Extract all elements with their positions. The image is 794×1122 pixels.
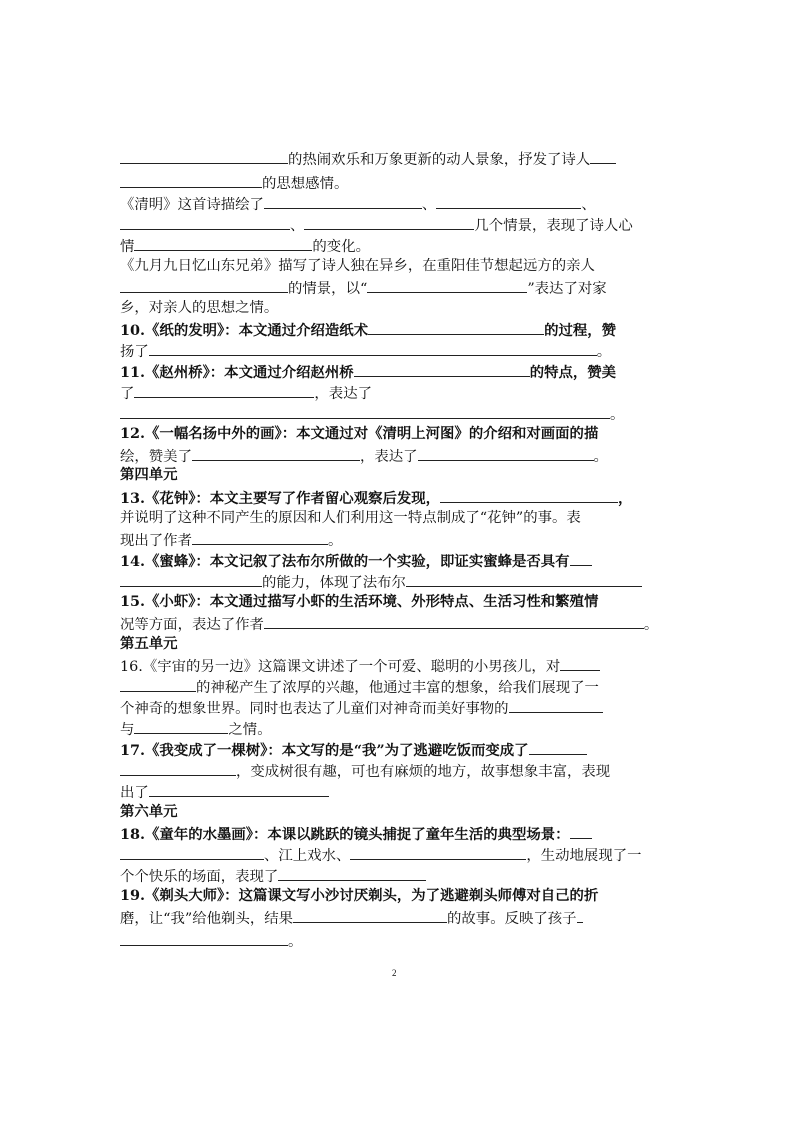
answer-blank[interactable] <box>509 697 603 713</box>
text-line: 况等方面，表达了作者 。 <box>120 613 675 633</box>
answer-blank[interactable] <box>192 529 328 545</box>
section-heading: 第六单元 <box>120 803 178 820</box>
text-line: 现出了作者 。 <box>120 529 675 549</box>
answer-blank[interactable] <box>264 613 644 629</box>
answer-blank[interactable] <box>264 193 422 209</box>
answer-blank[interactable] <box>354 361 530 377</box>
text-line: 的神秘产生了浓厚的兴趣，他通过丰富的想象，给我们展现了一 <box>120 676 675 696</box>
section-heading: 第四单元 <box>120 466 178 483</box>
answer-blank[interactable] <box>192 445 360 461</box>
answer-blank[interactable] <box>120 148 288 164</box>
answer-blank[interactable] <box>418 445 594 461</box>
text-line: 的热闹欢乐和万象更新的动人景象，抒发了诗人 <box>120 148 675 168</box>
text-line: 与 之情。 <box>120 718 675 738</box>
answer-blank[interactable] <box>440 487 618 503</box>
answer-blank[interactable] <box>304 214 474 230</box>
answer-blank[interactable] <box>134 718 228 734</box>
text-line: 18.《童年的水墨画》：本课以跳跃的镜头捕捉了童年生活的典型场景： <box>120 823 675 843</box>
text-line: 《九月九日忆山东兄弟》描写了诗人独在异乡，在重阳佳节想起远方的亲人 <box>120 258 595 274</box>
answer-blank[interactable] <box>350 844 526 860</box>
answer-blank[interactable] <box>149 340 597 356</box>
answer-blank[interactable] <box>278 865 426 881</box>
text-line: 乡，对亲人的思想之情。 <box>120 300 279 316</box>
text-line: 15.《小虾》：本文通过描写小虾的生活环境、外形特点、生活习性和繁殖情 <box>120 593 599 610</box>
answer-blank[interactable] <box>406 571 642 587</box>
text-line: 14.《蜜蜂》：本文记叙了法布尔所做的一个实验，即证实蜜蜂是否具有 <box>120 550 675 570</box>
text-line: 。 <box>120 403 675 423</box>
answer-blank[interactable] <box>120 172 262 188</box>
answer-blank[interactable] <box>293 907 447 923</box>
text-line: 10.《纸的发明》：本文通过介绍造纸术 的过程，赞 <box>120 319 675 339</box>
text-line: 磨，让“我”给他剃头，结果 的故事。反映了孩子 <box>120 907 675 927</box>
text-line: 。 <box>120 930 675 950</box>
text-line: 情 的变化。 <box>120 235 675 255</box>
answer-blank[interactable] <box>134 235 312 251</box>
text-line: 11.《赵州桥》：本文通过介绍赵州桥 的特点，赞美 <box>120 361 675 381</box>
answer-blank[interactable] <box>560 655 600 671</box>
text-line: 个神奇的想象世界。同时也表达了儿童们对神奇而美好事物的 <box>120 697 675 717</box>
text-line: 13.《花钟》：本文主要写了作者留心观察后发现， ， <box>120 487 675 507</box>
text-line: 了 ，表达了 <box>120 382 675 402</box>
answer-blank[interactable] <box>120 760 236 776</box>
page-number: 2 <box>392 968 397 978</box>
text-line: 《清明》这首诗描绘了 、 、 <box>120 193 675 213</box>
answer-blank[interactable] <box>120 676 196 692</box>
text-line: 12.《一幅名扬中外的画》：本文通过对《清明上河图》的介绍和对画面的描 <box>120 425 599 442</box>
answer-blank[interactable] <box>120 571 262 587</box>
text-line: 17.《我变成了一棵树》：本文写的是“我”为了逃避吃饭而变成了 <box>120 739 675 759</box>
answer-blank[interactable] <box>577 907 583 923</box>
text-line: 、江上戏水、 ，生动地展现了一 <box>120 844 675 864</box>
answer-blank[interactable] <box>436 193 581 209</box>
text-line: 的情景，以“ ”表达了对家 <box>120 277 675 297</box>
text-line: 、 几个情景，表现了诗人心 <box>120 214 675 234</box>
answer-blank[interactable] <box>120 930 288 946</box>
answer-blank[interactable] <box>570 550 592 566</box>
text-line: 的能力，体现了法布尔 <box>120 571 675 591</box>
answer-blank[interactable] <box>120 403 610 419</box>
text-line: 19.《剃头大师》：这篇课文写小沙讨厌剃头，为了逃避剃头师傅对自己的折 <box>120 887 599 904</box>
answer-blank[interactable] <box>590 148 616 164</box>
answer-blank[interactable] <box>120 277 288 293</box>
text-line: 的思想感情。 <box>120 172 675 192</box>
answer-blank[interactable] <box>149 781 329 797</box>
answer-blank[interactable] <box>570 823 592 839</box>
text-line: 个个快乐的场面，表现了 <box>120 865 675 885</box>
text-line: 扬了 。 <box>120 340 675 360</box>
section-heading: 第五单元 <box>120 635 178 652</box>
text-line: ，变成树很有趣，可也有麻烦的地方，故事想象丰富，表现 <box>120 760 675 780</box>
text-line: 16.《宇宙的另一边》这篇课文讲述了一个可爱、聪明的小男孩儿，对 <box>120 655 675 675</box>
answer-blank[interactable] <box>120 844 264 860</box>
answer-blank[interactable] <box>134 382 314 398</box>
text-line: 并说明了这种不同产生的原因和人们利用这一特点制成了“花钟”的事。表 <box>120 510 581 526</box>
answer-blank[interactable] <box>368 319 544 335</box>
text-line: 出了 <box>120 781 675 801</box>
answer-blank[interactable] <box>367 277 527 293</box>
text-line: 绘，赞美了 ，表达了 。 <box>120 445 675 465</box>
answer-blank[interactable] <box>529 739 587 755</box>
answer-blank[interactable] <box>120 214 290 230</box>
